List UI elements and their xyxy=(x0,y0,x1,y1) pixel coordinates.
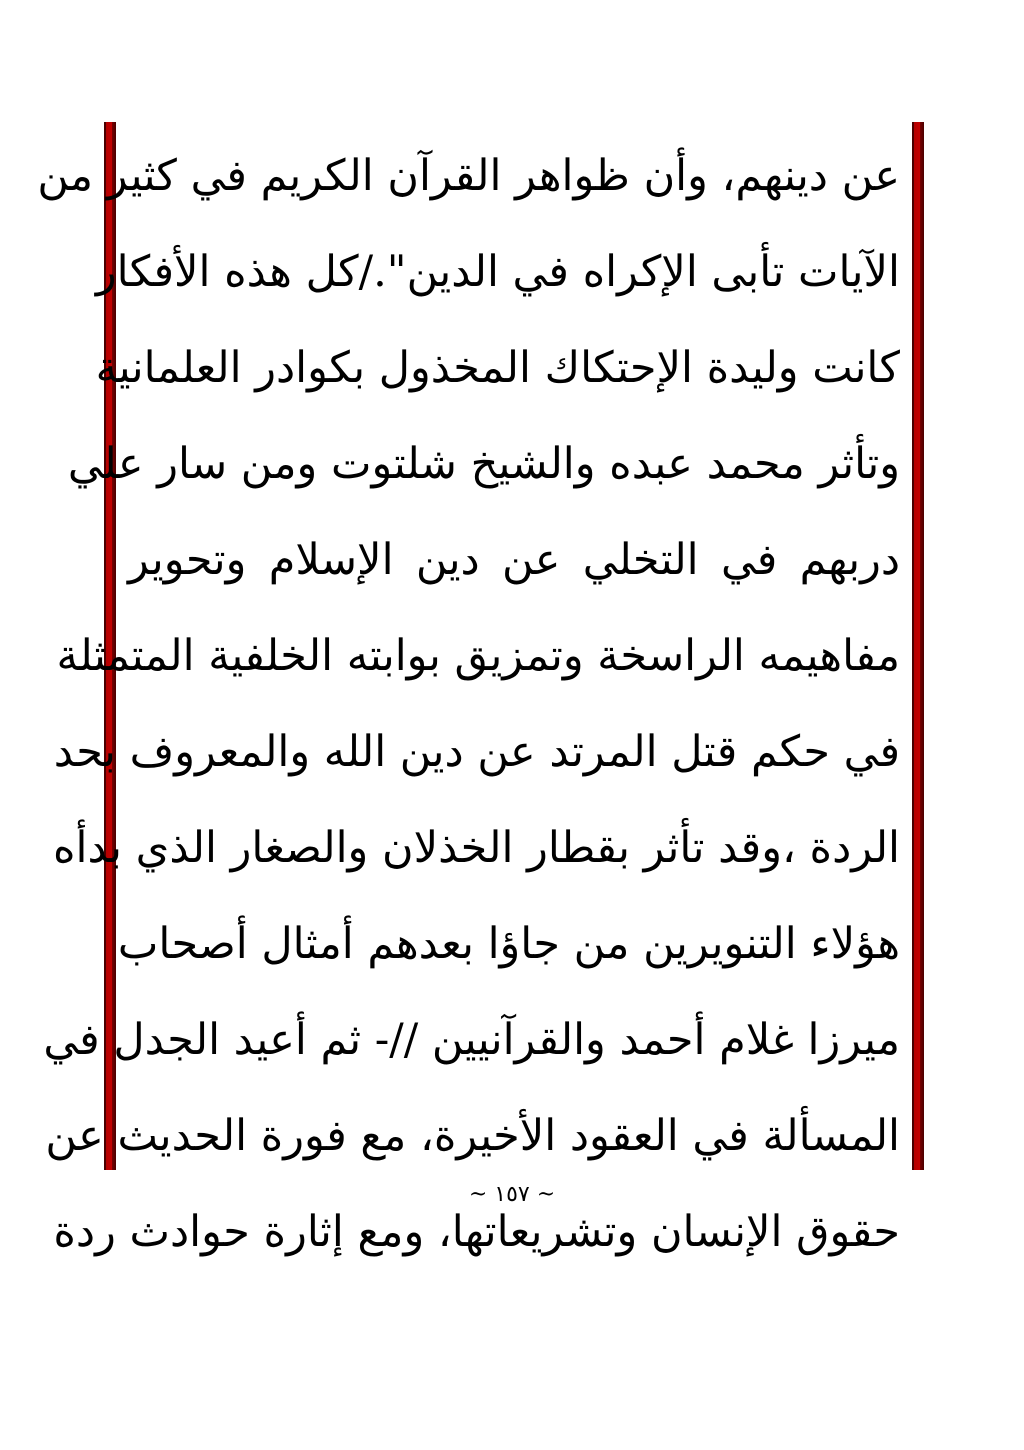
text-line-7: في حكم قتل المرتد عن دين الله والمعروف بحد xyxy=(53,727,900,777)
right-border-bar xyxy=(912,122,924,1170)
text-line-6: مفاهيمه الراسخة وتمزيق بوابته الخلفية المتمثلة xyxy=(56,631,900,681)
text-line-5: دربهم في التخلي عن دين الإسلام وتحوير xyxy=(128,535,900,585)
text-line-9: هؤلاء التنويرين من جاؤا بعدهم أمثال أصحاب xyxy=(117,919,900,969)
text-line-4: وتأثر محمد عبده والشيخ شلتوت ومن سار علي xyxy=(67,439,900,489)
text-line-11: المسألة في العقود الأخيرة، مع فورة الحديث عن xyxy=(45,1111,900,1161)
body-text xyxy=(37,122,900,1280)
text-line-3: كانت وليدة الإحتكاك المخذول بكوادر العلمانية xyxy=(95,343,900,393)
text-line-1: عن دينهم، وأن ظواهر القرآن الكريم في كثير من xyxy=(37,151,900,201)
text-line-10: ميرزا غلام أحمد والقرآنيين //- ثم أعيد الجدل في xyxy=(43,1015,900,1065)
text-line-2: الآيات تأبى الإكراه في الدين"./كل هذه الأفكار xyxy=(95,247,900,297)
text-line-8: الردة ،وقد تأثر بقطار الخذلان والصغار الذي بدأه xyxy=(52,823,900,873)
text-line-12: حقوق الإنسان وتشريعاتها، ومع إثارة حوادث ردة xyxy=(53,1207,900,1257)
page-number: ~ ١٥٧ ~ xyxy=(468,1182,556,1207)
